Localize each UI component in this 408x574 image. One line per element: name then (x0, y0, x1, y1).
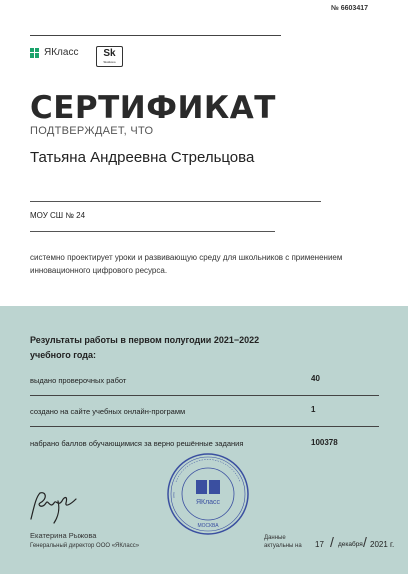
date-day: 17 (315, 540, 324, 549)
yaklass-logo-text: ЯКласс (44, 47, 79, 58)
stamp-city-text: МОСКВА (197, 523, 219, 529)
date-month: декабря (338, 541, 363, 548)
company-stamp (166, 452, 250, 536)
skolkovo-small-text: Skolkovo (103, 60, 116, 64)
date-label-line2: актуальны на (264, 543, 302, 549)
result-label-programs: создано на сайте учебных онлайн-программ (30, 407, 186, 416)
recipient-name: Татьяна Андреевна Стрельцова (30, 149, 255, 166)
name-underline (30, 201, 321, 202)
date-label-line1: Данные (264, 535, 286, 541)
signer-name: Екатерина Рыжова (30, 531, 97, 540)
date-year: 2021 г. (370, 540, 395, 549)
result-label-points: набрано баллов обучающимися за верно решённые задания (30, 439, 244, 448)
result-divider (30, 395, 379, 396)
result-value-tests: 40 (311, 374, 320, 383)
result-value-programs: 1 (311, 405, 316, 414)
yaklass-logo (30, 47, 78, 58)
school-underline (30, 231, 275, 232)
description-text: системно проектирует уроки и развивающую среду для школьников с применением инновационного цифрового ресурса. (30, 253, 343, 275)
result-value-points: 100378 (311, 438, 338, 447)
top-divider (30, 35, 281, 36)
certificate-number: № 6603417 (331, 5, 368, 12)
result-divider (30, 426, 379, 427)
skolkovo-mark: Sk (103, 48, 116, 59)
signer-position: Генеральный директор ООО «ЯКласс» (30, 543, 140, 549)
yaklass-mark-icon (30, 48, 40, 58)
results-title: Результаты работы в первом полугодии 2021−2022 учебного года: (30, 335, 260, 360)
date-slash: / (363, 534, 367, 550)
date-slash: / (330, 534, 334, 550)
school-name: МОУ СШ № 24 (30, 211, 86, 220)
certificate-subtitle: ПОДТВЕРЖДАЕТ, ЧТО (30, 125, 154, 137)
date-label (264, 534, 302, 550)
stamp-center-text: ЯКласс (195, 499, 221, 506)
result-label-tests: выдано проверочных работ (30, 376, 127, 385)
signature-image (28, 489, 84, 525)
skolkovo-logo (96, 46, 123, 67)
certificate-title: СЕРТИФИКАТ (30, 90, 276, 126)
